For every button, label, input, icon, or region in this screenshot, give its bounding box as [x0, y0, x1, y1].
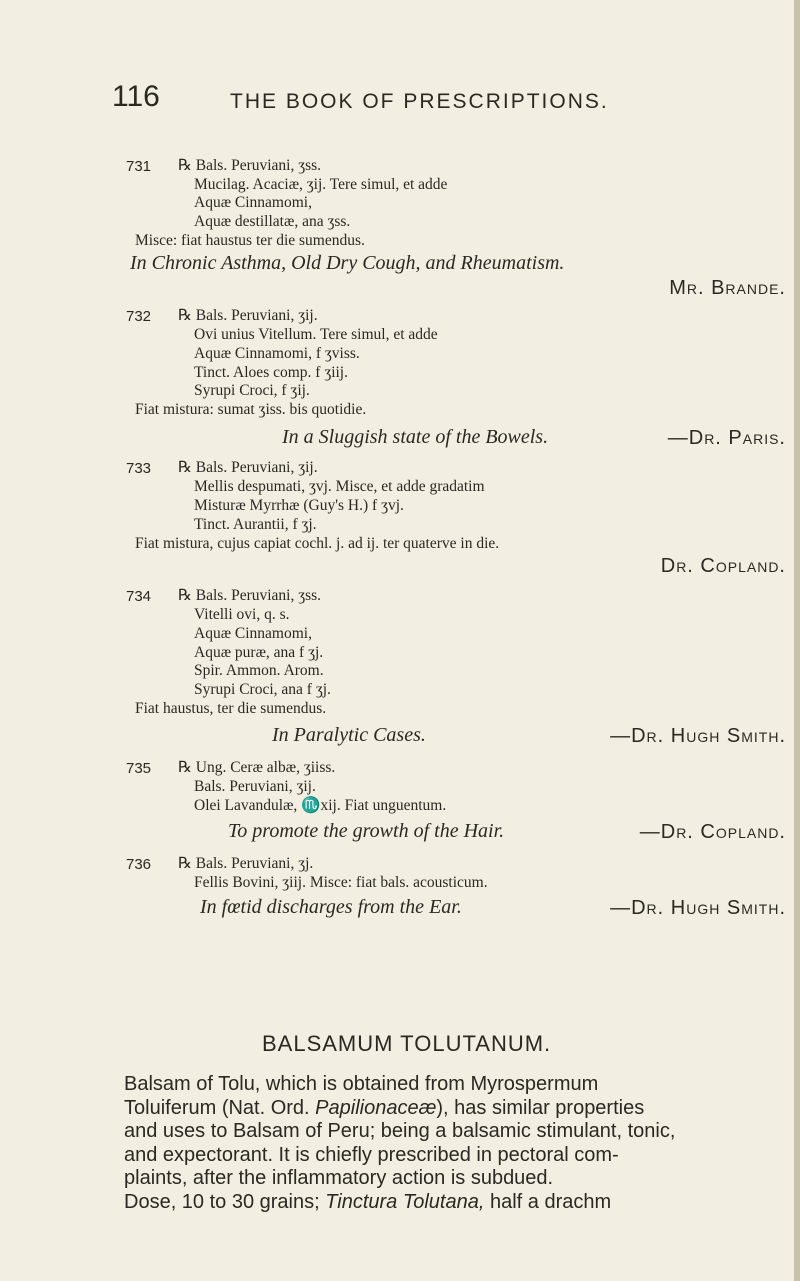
running-head: THE BOOK OF PRESCRIPTIONS. — [230, 90, 609, 113]
author-credit: —Dr. Copland. — [639, 821, 786, 843]
prescription-line: Tinct. Aurantii, f ʒj. — [194, 516, 317, 533]
author-credit: —Dr. Hugh Smith. — [610, 725, 786, 747]
author-credit: Dr. Copland. — [660, 555, 786, 577]
indication-heading: To promote the growth of the Hair. — [228, 820, 505, 842]
page-edge — [794, 0, 800, 1281]
paragraph-text: half a drachm — [484, 1190, 612, 1213]
prescription-number: 733 — [126, 460, 152, 477]
prescription-line: Syrupi Croci, f ʒij. — [194, 382, 310, 399]
prescription-line: Fiat haustus, ter die sumendus. — [135, 700, 327, 717]
prescription-line: Misturæ Myrrhæ (Guy's H.) f ʒvj. — [194, 497, 404, 514]
prescription-line: Fiat mistura, cujus capiat cochl. j. ad ij. ter quaterve in die. — [135, 535, 500, 552]
paragraph-italic: Tinctura Tolutana, — [325, 1190, 485, 1213]
prescription-line: ℞ Bals. Peruviani, ʒss. — [178, 157, 322, 174]
author-credit: —Dr. Hugh Smith. — [610, 897, 786, 919]
prescription-line: Fiat mistura: sumat ʒiss. bis quotidie. — [135, 401, 367, 418]
paragraph-line — [124, 1191, 794, 1215]
prescription-number: 731 — [126, 158, 152, 175]
prescription-line: Aquæ Cinnamomi, — [194, 194, 312, 211]
prescription-line: Vitelli ovi, q. s. — [194, 606, 290, 623]
page-number: 116 — [112, 80, 160, 113]
prescription-number: 736 — [126, 856, 152, 873]
prescription-line: Aquæ Cinnamomi, f ʒviss. — [194, 345, 360, 362]
paragraph-line: and expectorant. It is chiefly prescribed in pectoral com- — [124, 1143, 619, 1166]
prescription-line: ℞ Bals. Peruviani, ʒj. — [178, 855, 314, 872]
prescription-number: 732 — [126, 308, 152, 325]
paragraph-text: ), has similar properties — [436, 1096, 645, 1119]
indication-heading: In Paralytic Cases. — [272, 724, 426, 746]
paragraph-text: Toluiferum (Nat. Ord. — [124, 1096, 316, 1119]
prescription-number: 734 — [126, 588, 152, 605]
prescription-line: Mucilag. Acaciæ, ʒij. Tere simul, et adde — [194, 176, 448, 193]
prescription-line: ℞ Bals. Peruviani, ʒij. — [178, 459, 318, 476]
indication-heading: In a Sluggish state of the Bowels. — [282, 426, 549, 448]
paragraph-line — [124, 1097, 794, 1121]
prescription-line: ℞ Bals. Peruviani, ʒij. — [178, 307, 318, 324]
prescription-line: Misce: fiat haustus ter die sumendus. — [135, 232, 365, 249]
prescription-line: ℞ Bals. Peruviani, ʒss. — [178, 587, 322, 604]
prescription-line: Ovi unius Vitellum. Tere simul, et adde — [194, 326, 438, 343]
prescription-number: 735 — [126, 760, 152, 777]
section-paragraph — [124, 1073, 794, 1214]
paragraph-line: Balsam of Tolu, which is obtained from Myrospermum — [124, 1073, 599, 1095]
paragraph-line: plaints, after the inflammatory action is subdued. — [124, 1167, 554, 1189]
prescription-line: Aquæ Cinnamomi, — [194, 625, 312, 642]
indication-heading: In fœtid discharges from the Ear. — [200, 896, 462, 918]
prescription-line: Mellis despumati, ʒvj. Misce, et adde gradatim — [194, 478, 485, 495]
prescription-line: Aquæ destillatæ, ana ʒss. — [194, 213, 351, 230]
paragraph-text: Dose, 10 to 30 grains; — [124, 1190, 326, 1213]
prescription-line: Syrupi Croci, ana f ʒj. — [194, 681, 331, 698]
prescription-line: Tinct. Aloes comp. f ʒiij. — [194, 364, 348, 381]
author-credit: —Dr. Paris. — [667, 427, 786, 449]
prescription-line: Fellis Bovini, ʒiij. Misce: fiat bals. acousticum. — [194, 874, 488, 891]
prescription-line: Spir. Ammon. Arom. — [194, 662, 324, 679]
prescription-line: Aquæ puræ, ana f ʒj. — [194, 644, 324, 661]
paragraph-line: and uses to Balsam of Peru; being a balsamic stimulant, tonic, — [124, 1120, 676, 1142]
prescription-line: Olei Lavandulæ, ♏xij. Fiat unguentum. — [194, 797, 447, 814]
paragraph-italic: Papilionaceæ — [315, 1096, 437, 1119]
prescription-line: ℞ Ung. Ceræ albæ, ʒiiss. — [178, 759, 336, 776]
section-title: BALSAMUM TOLUTANUM. — [262, 1031, 552, 1056]
author-credit: Mr. Brande. — [669, 277, 786, 299]
indication-heading: In Chronic Asthma, Old Dry Cough, and Rheumatism. — [130, 252, 565, 274]
prescription-line: Bals. Peruviani, ʒij. — [194, 778, 316, 795]
